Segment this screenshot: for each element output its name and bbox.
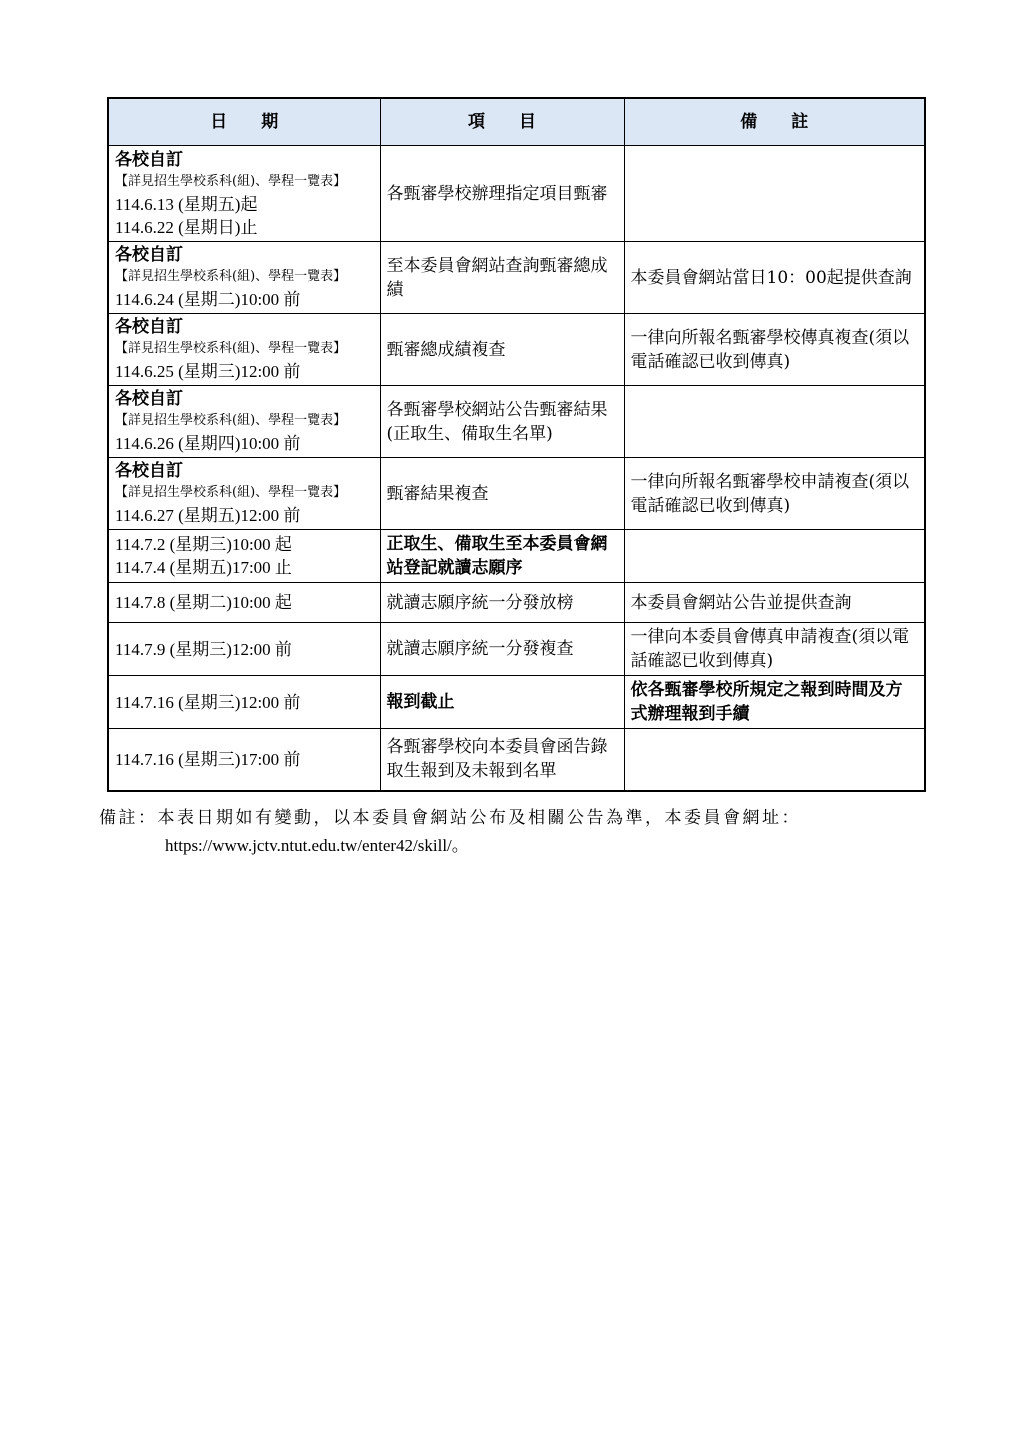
date-line: 114.7.8 (星期二)10:00 起 xyxy=(115,593,292,612)
header-note: 備 註 xyxy=(624,98,925,146)
table-row xyxy=(108,623,925,676)
date-cell xyxy=(108,623,380,676)
date-line: 114.7.4 (星期五)17:00 止 xyxy=(115,558,292,577)
table-row xyxy=(108,386,925,458)
date-cell xyxy=(108,242,380,314)
footnote xyxy=(99,804,929,860)
school-defined-label: 各校自訂 xyxy=(115,149,183,170)
date-cell xyxy=(108,458,380,530)
date-cell xyxy=(108,530,380,583)
date-cell xyxy=(108,676,380,729)
table-row xyxy=(108,729,925,791)
item-cell: 報到截止 xyxy=(380,676,624,729)
schedule-table xyxy=(107,97,926,792)
date-line: 114.6.24 (星期二)10:00 前 xyxy=(115,290,301,309)
school-defined-label: 各校自訂 xyxy=(115,317,183,337)
item-cell: 各甄審學校網站公告甄審結果(正取生、備取生名單) xyxy=(380,386,624,458)
school-defined-label: 各校自訂 xyxy=(115,389,183,409)
item-cell: 至本委員會網站查詢甄審總成績 xyxy=(380,242,624,314)
footnote-url[interactable]: https://www.jctv.ntut.edu.tw/enter42/skill/。 xyxy=(165,836,469,855)
table-body xyxy=(108,146,925,791)
date-cell xyxy=(108,386,380,458)
note-cell: 依各甄審學校所規定之報到時間及方式辦理報到手續 xyxy=(624,676,925,729)
note-cell xyxy=(624,146,925,242)
date-line: 114.6.27 (星期五)12:00 前 xyxy=(115,506,301,525)
note-cell: 一律向本委員會傳真申請複查(須以電話確認已收到傳真) xyxy=(624,623,925,676)
date-cell xyxy=(108,146,380,242)
school-defined-label: 各校自訂 xyxy=(115,245,183,265)
date-line: 114.6.22 (星期日)止 xyxy=(115,217,258,237)
date-line: 114.7.16 (星期三)17:00 前 xyxy=(115,749,301,769)
note-cell xyxy=(624,530,925,583)
date-cell xyxy=(108,314,380,386)
date-line: 114.6.25 (星期三)12:00 前 xyxy=(115,362,301,381)
date-line: 114.6.13 (星期五)起 xyxy=(115,194,258,214)
item-cell: 就讀志願序統一分發放榜 xyxy=(380,583,624,623)
footnote-text: 備註：本表日期如有變動，以本委員會網站公布及相關公告為準，本委員會網址： xyxy=(99,808,801,828)
table-row xyxy=(108,242,925,314)
detail-reference: 【詳見招生學校系科(組)、學程一覽表】 xyxy=(115,341,347,356)
detail-reference: 【詳見招生學校系科(組)、學程一覽表】 xyxy=(115,413,347,428)
detail-reference: 【詳見招生學校系科(組)、學程一覽表】 xyxy=(115,485,347,500)
header-item: 項 目 xyxy=(380,98,624,146)
detail-reference: 【詳見招生學校系科(組)、學程一覽表】 xyxy=(115,269,347,284)
table-row xyxy=(108,583,925,623)
note-cell xyxy=(624,386,925,458)
date-cell xyxy=(108,729,380,791)
note-cell xyxy=(624,729,925,791)
table-header-row xyxy=(108,98,925,146)
school-defined-label: 各校自訂 xyxy=(115,461,183,481)
item-cell: 正取生、備取生至本委員會網站登記就讀志願序 xyxy=(380,530,624,583)
date-line: 114.7.9 (星期三)12:00 前 xyxy=(115,639,292,659)
table-row xyxy=(108,676,925,729)
date-cell xyxy=(108,583,380,623)
item-cell: 就讀志願序統一分發複查 xyxy=(380,623,624,676)
date-line: 114.7.16 (星期三)12:00 前 xyxy=(115,692,301,712)
table-row xyxy=(108,530,925,583)
table-row xyxy=(108,314,925,386)
detail-reference: 【詳見招生學校系科(組)、學程一覽表】 xyxy=(115,173,347,189)
note-cell: 一律向所報名甄審學校申請複查(須以電話確認已收到傳真) xyxy=(624,458,925,530)
header-date: 日 期 xyxy=(108,98,380,146)
note-cell: 一律向所報名甄審學校傳真複查(須以電話確認已收到傳真) xyxy=(624,314,925,386)
date-line: 114.7.2 (星期三)10:00 起 xyxy=(115,535,292,554)
table-row xyxy=(108,458,925,530)
item-cell: 各甄審學校向本委員會函告錄取生報到及未報到名單 xyxy=(380,729,624,791)
item-cell: 各甄審學校辦理指定項目甄審 xyxy=(380,146,624,242)
item-cell: 甄審結果複查 xyxy=(380,458,624,530)
item-cell: 甄審總成績複查 xyxy=(380,314,624,386)
table-row xyxy=(108,146,925,242)
note-cell: 本委員會網站當日10：00起提供查詢 xyxy=(624,242,925,314)
date-line: 114.6.26 (星期四)10:00 前 xyxy=(115,434,301,453)
note-cell: 本委員會網站公告並提供查詢 xyxy=(624,583,925,623)
